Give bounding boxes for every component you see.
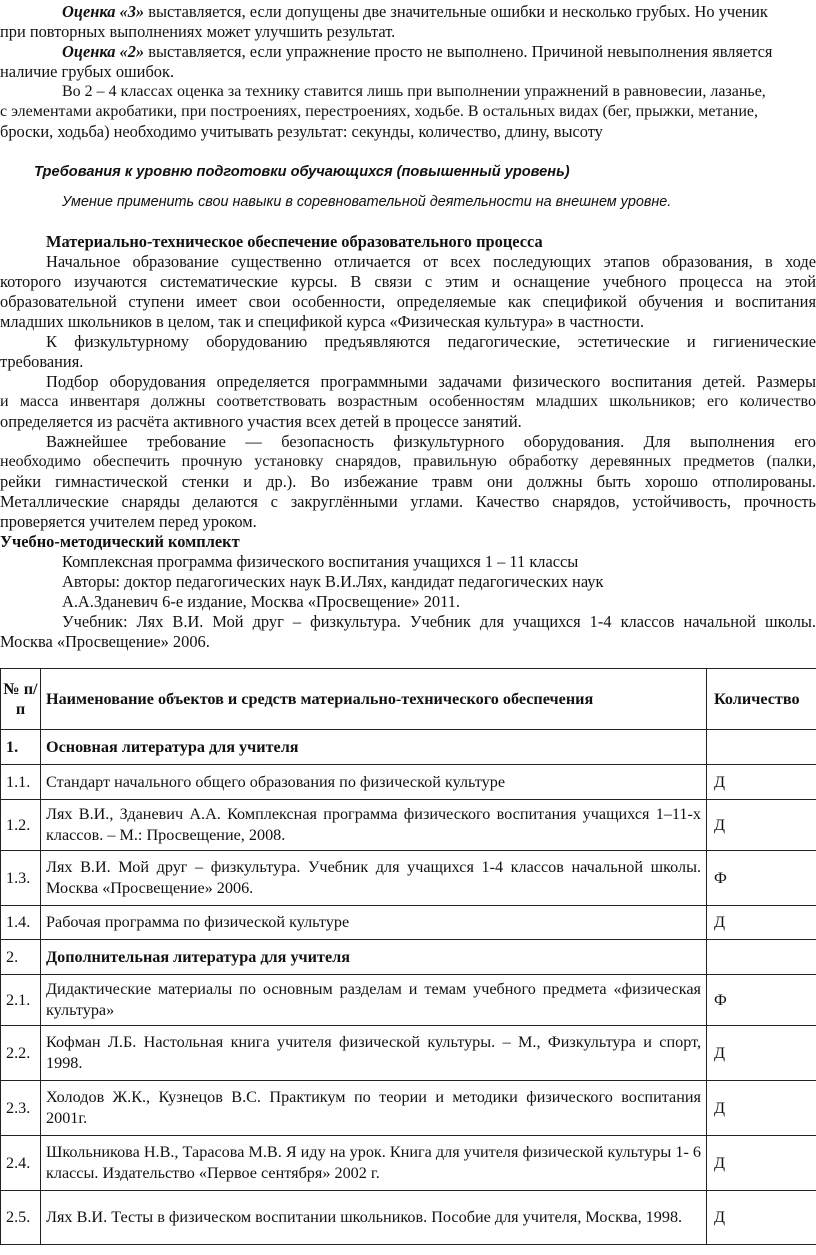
grade3-text-2: при повторных выполнениях может улучшить результат. bbox=[0, 22, 396, 41]
technique-line-1: Во 2 – 4 классах оценка за технику ставится лишь при выполнении упражнений в равновесии, лазанье, bbox=[62, 83, 766, 100]
table-row bbox=[1, 1136, 816, 1191]
row-qty: Д bbox=[707, 1191, 816, 1245]
table-row bbox=[1, 1191, 816, 1245]
material-line: которого изучаются систематические курсы. В связи с этим и оснащение учебного процесса на этой bbox=[0, 272, 816, 291]
header-title: Наименование объектов и средств материально-технического обеспечения bbox=[41, 669, 707, 730]
row-qty bbox=[707, 940, 816, 975]
materials-table bbox=[0, 668, 816, 1245]
technique-line-3: броски, ходьба) необходимо учитывать результат: секунды, количество, длину, высоту bbox=[0, 122, 603, 141]
row-num: 1. bbox=[1, 730, 41, 765]
material-line: Подбор оборудования определяется программными задачами физического воспитания детей. Размеры bbox=[46, 372, 816, 391]
material-line: требования. bbox=[0, 352, 84, 371]
row-title: Основная литература для учителя bbox=[41, 730, 707, 765]
table-row bbox=[1, 1081, 816, 1136]
row-num: 1.3. bbox=[1, 851, 41, 906]
row-title: Дополнительная литература для учителя bbox=[41, 940, 707, 975]
row-num: 1.4. bbox=[1, 906, 41, 940]
table-header-row bbox=[1, 669, 816, 730]
row-title: Кофман Л.Б. Настольная книга учителя физической культуры. – М., Физкультура и спорт, 1998. bbox=[41, 1026, 707, 1081]
row-qty: Ф bbox=[707, 851, 816, 906]
table-row bbox=[1, 940, 816, 975]
grade2-line-1 bbox=[62, 42, 816, 62]
table-row bbox=[1, 800, 816, 851]
material-line: проверяется учителем перед уроком. bbox=[0, 512, 257, 531]
row-qty: Ф bbox=[707, 975, 816, 1026]
material-line: К физкультурному оборудованию предъявляются педагогические, эстетические и гигиенические bbox=[46, 332, 816, 351]
kit-heading: Учебно-методический комплект bbox=[0, 532, 240, 551]
grade3-line-1 bbox=[62, 2, 816, 22]
row-qty: Д bbox=[707, 1136, 816, 1191]
row-title: Дидактические материалы по основным разделам и темам учебного предмета «физическая культура» bbox=[41, 975, 707, 1026]
table-row bbox=[1, 765, 816, 800]
row-qty: Д bbox=[707, 800, 816, 851]
row-qty: Д bbox=[707, 1081, 816, 1136]
row-title: Лях В.И. Тесты в физическом воспитании школьников. Пособие для учителя, Москва, 1998. bbox=[41, 1191, 707, 1245]
material-line: и масса инвентаря должны соответствовать возрастным особенностям младших школьников; его количество bbox=[0, 393, 816, 410]
requirements-text: Умение применить свои навыки в соревновательной деятельности на внешнем уровне. bbox=[62, 194, 672, 210]
requirements-heading: Требования к уровню подготовки обучающихся (повышенный уровень) bbox=[34, 164, 570, 180]
row-qty: Д bbox=[707, 906, 816, 940]
row-title: Холодов Ж.К., Кузнецов В.С. Практикум по теории и методики физического воспитания 2001г. bbox=[41, 1081, 707, 1136]
material-line: Начальное образование существенно отличается от всех последующих этапов образования, в ходе bbox=[46, 252, 816, 271]
row-num: 2. bbox=[1, 940, 41, 975]
material-line: младших школьников в целом, так и спецификой курса «Физическая культура» в частности. bbox=[0, 312, 645, 331]
table-row bbox=[1, 851, 816, 906]
material-line: образовательной ступени имеет свои особенности, определяемые как спецификой обучения и воспитания bbox=[0, 292, 816, 311]
kit-line: Комплексная программа физического воспитания учащихся 1 – 11 классы bbox=[62, 552, 579, 571]
grade2-text-2: наличие грубых ошибок. bbox=[0, 62, 175, 81]
material-line: Важнейшее требование — безопасность физкультурного оборудования. Для выполнения его bbox=[46, 432, 816, 451]
material-line: определяется из расчёта активного участия всех детей в процессе занятий. bbox=[0, 412, 522, 431]
kit-line: Авторы: доктор педагогических наук В.И.Лях, кандидат педагогических наук bbox=[62, 572, 604, 591]
material-heading: Материально-техническое обеспечение образовательного процесса bbox=[46, 232, 543, 251]
table-row bbox=[1, 1026, 816, 1081]
header-qty: Количество bbox=[707, 669, 816, 730]
material-line: необходимо обеспечить прочную установку снарядов, правильную обработку деревянных предметов (палки, bbox=[0, 453, 816, 470]
grade2-label: Оценка «2» bbox=[62, 42, 145, 61]
row-num: 2.1. bbox=[1, 975, 41, 1026]
header-num: № п/п bbox=[1, 669, 41, 730]
row-num: 2.4. bbox=[1, 1136, 41, 1191]
row-qty bbox=[707, 730, 816, 765]
kit-line: Москва «Просвещение» 2006. bbox=[0, 632, 210, 651]
row-qty: Д bbox=[707, 765, 816, 800]
grade3-text-1: выставляется, если допущены две значительные ошибки и несколько грубых. Но ученик bbox=[144, 2, 768, 21]
kit-line: Учебник: Лях В.И. Мой друг – физкультура. Учебник для учащихся 1-4 классов начальной школы. bbox=[62, 612, 816, 631]
technique-line-2: с элементами акробатики, при построениях, перестроениях, ходьбе. В остальных видах (бег, прыжки, метание, bbox=[0, 103, 759, 120]
row-title: Школьникова Н.В., Тарасова М.В. Я иду на урок. Книга для учителя физической культуры 1- 6 классы. Издательство «Первое сентября» 2002 г. bbox=[41, 1136, 707, 1191]
row-title: Лях В.И., Зданевич А.А. Комплексная программа физического воспитания учащихся 1–11-х классов. – М.: Просвещение, 2008. bbox=[41, 800, 707, 851]
row-num: 2.2. bbox=[1, 1026, 41, 1081]
row-num: 2.5. bbox=[1, 1191, 41, 1245]
table-row bbox=[1, 975, 816, 1026]
row-num: 2.3. bbox=[1, 1081, 41, 1136]
row-title: Стандарт начального общего образования по физической культуре bbox=[41, 765, 707, 800]
kit-line: А.А.Зданевич 6-е издание, Москва «Просвещение» 2011. bbox=[62, 592, 460, 611]
grade2-text-1: выставляется, если упражнение просто не выполнено. Причиной невыполнения является bbox=[144, 42, 773, 61]
grade3-label: Оценка «3» bbox=[62, 2, 145, 21]
row-num: 1.2. bbox=[1, 800, 41, 851]
row-qty: Д bbox=[707, 1026, 816, 1081]
row-title: Рабочая программа по физической культуре bbox=[41, 906, 707, 940]
row-title: Лях В.И. Мой друг – физкультура. Учебник для учащихся 1-4 классов начальной школы. Москва «Просвещение» 2006. bbox=[41, 851, 707, 906]
table-row bbox=[1, 730, 816, 765]
material-line: Металлические снаряды делаются с закруглёнными углами. Качество снарядов, устойчивость, прочность bbox=[0, 492, 816, 511]
row-num: 1.1. bbox=[1, 765, 41, 800]
material-line: рейки гимнастической стенки и др.). Во избежание травм они должны быть хорошо отполированы. bbox=[0, 472, 816, 491]
table-row bbox=[1, 906, 816, 940]
